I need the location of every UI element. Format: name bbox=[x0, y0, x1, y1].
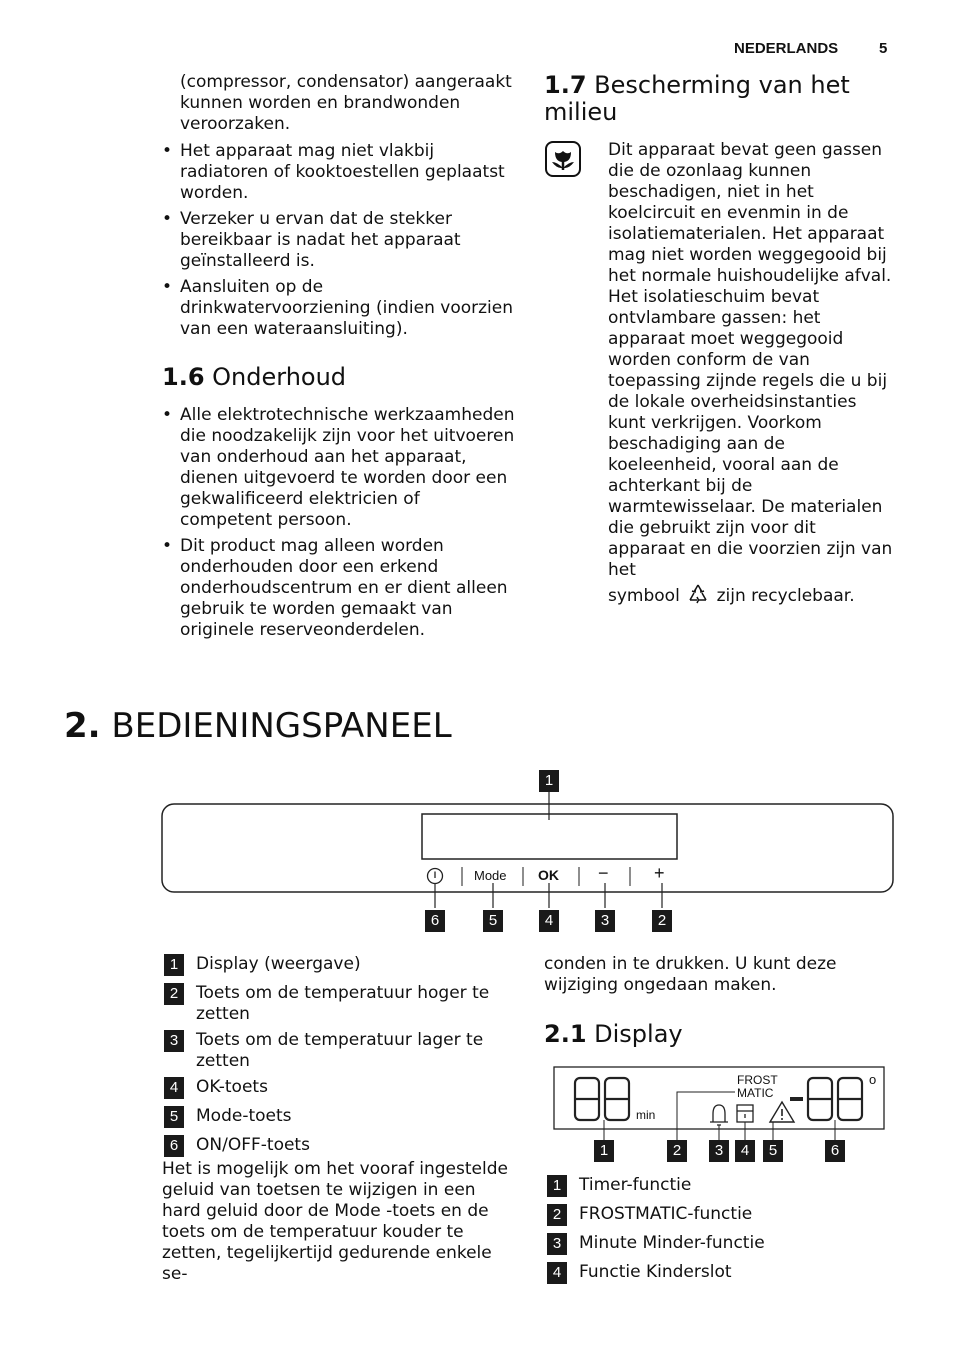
bullet-list-top bbox=[162, 141, 517, 340]
callout-display: 1 bbox=[539, 770, 559, 792]
minus-button[interactable]: − bbox=[598, 863, 609, 883]
plus-button[interactable]: + bbox=[654, 863, 665, 883]
chapter-number: 2. bbox=[64, 706, 101, 746]
panel-paragraph-right: conden in te drukken. U kunt deze wijziging ongedaan maken. bbox=[544, 954, 837, 995]
display-callout-2: 2 bbox=[667, 1140, 687, 1162]
list-item: • Aansluiten op de drinkwatervoorziening (indien voorzien van een wateraansluiting). bbox=[162, 277, 517, 340]
section-heading-2-1 bbox=[544, 1021, 683, 1048]
display-callout-3: 3 bbox=[709, 1140, 729, 1162]
callout-6: 6 bbox=[425, 910, 445, 932]
display-callout-1: 1 bbox=[594, 1140, 614, 1162]
callout-4: 4 bbox=[539, 910, 559, 932]
degree-symbol: o bbox=[869, 1072, 877, 1087]
header-language: NEDERLANDS bbox=[734, 40, 839, 57]
intro-paragraph: (compressor, condensator) aangeraakt kunnen worden en brandwonden veroorzaken. bbox=[180, 72, 512, 134]
callout-3: 3 bbox=[595, 910, 615, 932]
environment-paragraph: Dit apparaat bevat geen gassen die de ozonlaag kunnen beschadigen, niet in het koelcircuit en evenmin in de isolatiematerialen. Het apparaat mag niet worden weggegooid bij het normale huishoudelijke afval. Het isolatieschuim bevat ontvlambare gassen: het apparaat moet weggegooid worden conform de van toepassing zijnde regels die u bij de lokale overheidsinstanties kunt verkrijgen. Voorkom beschadiging aan de koeleenheid, vooral aan de achterkant bij de warmtewisselaar. De materialen die gebruikt zijn voor dit apparaat en die voorzien zijn van het symbool zijn recyclebaar. bbox=[608, 140, 898, 611]
recycle-prefix: symbool bbox=[608, 586, 680, 606]
control-panel-diagram bbox=[160, 770, 896, 940]
section-heading-1-7 bbox=[544, 72, 874, 126]
panel-paragraph-left: Het is mogelijk om het vooraf ingestelde geluid van toetsen te wijzigen in een hard geluid door de Mode -toets en de toets om de temperatuur kouder te zetten, tegelijkertijd gedurende enkele se- bbox=[162, 1159, 508, 1284]
mode-button[interactable]: Mode bbox=[474, 868, 507, 883]
left-column bbox=[162, 72, 517, 646]
list-item: • Dit product mag alleen worden onderhouden door een erkend onderhoudscentrum en er dient alleen gebruik te worden gemaakt van originele reserveonderdelen. bbox=[162, 536, 517, 641]
section-number: 2.1 bbox=[544, 1020, 587, 1048]
section-title: Display bbox=[594, 1020, 683, 1048]
chapter-heading bbox=[64, 706, 452, 746]
list-item: • Verzeker u ervan dat de stekker bereikbaar is nadat het apparaat geïnstalleerd is. bbox=[162, 209, 517, 272]
ok-button[interactable]: OK bbox=[538, 867, 559, 883]
display-callout-5: 5 bbox=[763, 1140, 783, 1162]
min-label: min bbox=[636, 1108, 656, 1122]
recycle-icon bbox=[687, 583, 709, 611]
section-title: Onderhoud bbox=[212, 363, 347, 391]
bullet-list-maintenance bbox=[162, 405, 517, 641]
section-heading-1-6 bbox=[162, 364, 517, 391]
section-number: 1.6 bbox=[162, 363, 205, 391]
eco-flower-icon bbox=[544, 140, 582, 178]
section-title: Bescherming van het milieu bbox=[544, 71, 850, 126]
recycle-suffix: zijn recyclebaar. bbox=[716, 586, 855, 606]
section-number: 1.7 bbox=[544, 71, 587, 99]
callout-2: 2 bbox=[652, 910, 672, 932]
frostmatic-label: FROST MATIC bbox=[737, 1073, 778, 1100]
list-item: • Het apparaat mag niet vlakbij radiatoren of kooktoestellen geplaatst worden. bbox=[162, 141, 517, 204]
list-item: • Alle elektrotechnische werkzaamheden die noodzakelijk zijn voor het uitvoeren van onderhoud aan het apparaat, dienen uitgevoerd te worden door een gekwalificeerd elektricien of competent persoon. bbox=[162, 405, 517, 531]
chapter-title: BEDIENINGSPANEEL bbox=[111, 706, 452, 746]
display-callout-4: 4 bbox=[735, 1140, 755, 1162]
power-icon[interactable] bbox=[426, 867, 444, 885]
callout-5: 5 bbox=[483, 910, 503, 932]
display-diagram bbox=[553, 1066, 886, 1166]
page-number: 5 bbox=[879, 40, 888, 57]
display-callout-6: 6 bbox=[825, 1140, 845, 1162]
